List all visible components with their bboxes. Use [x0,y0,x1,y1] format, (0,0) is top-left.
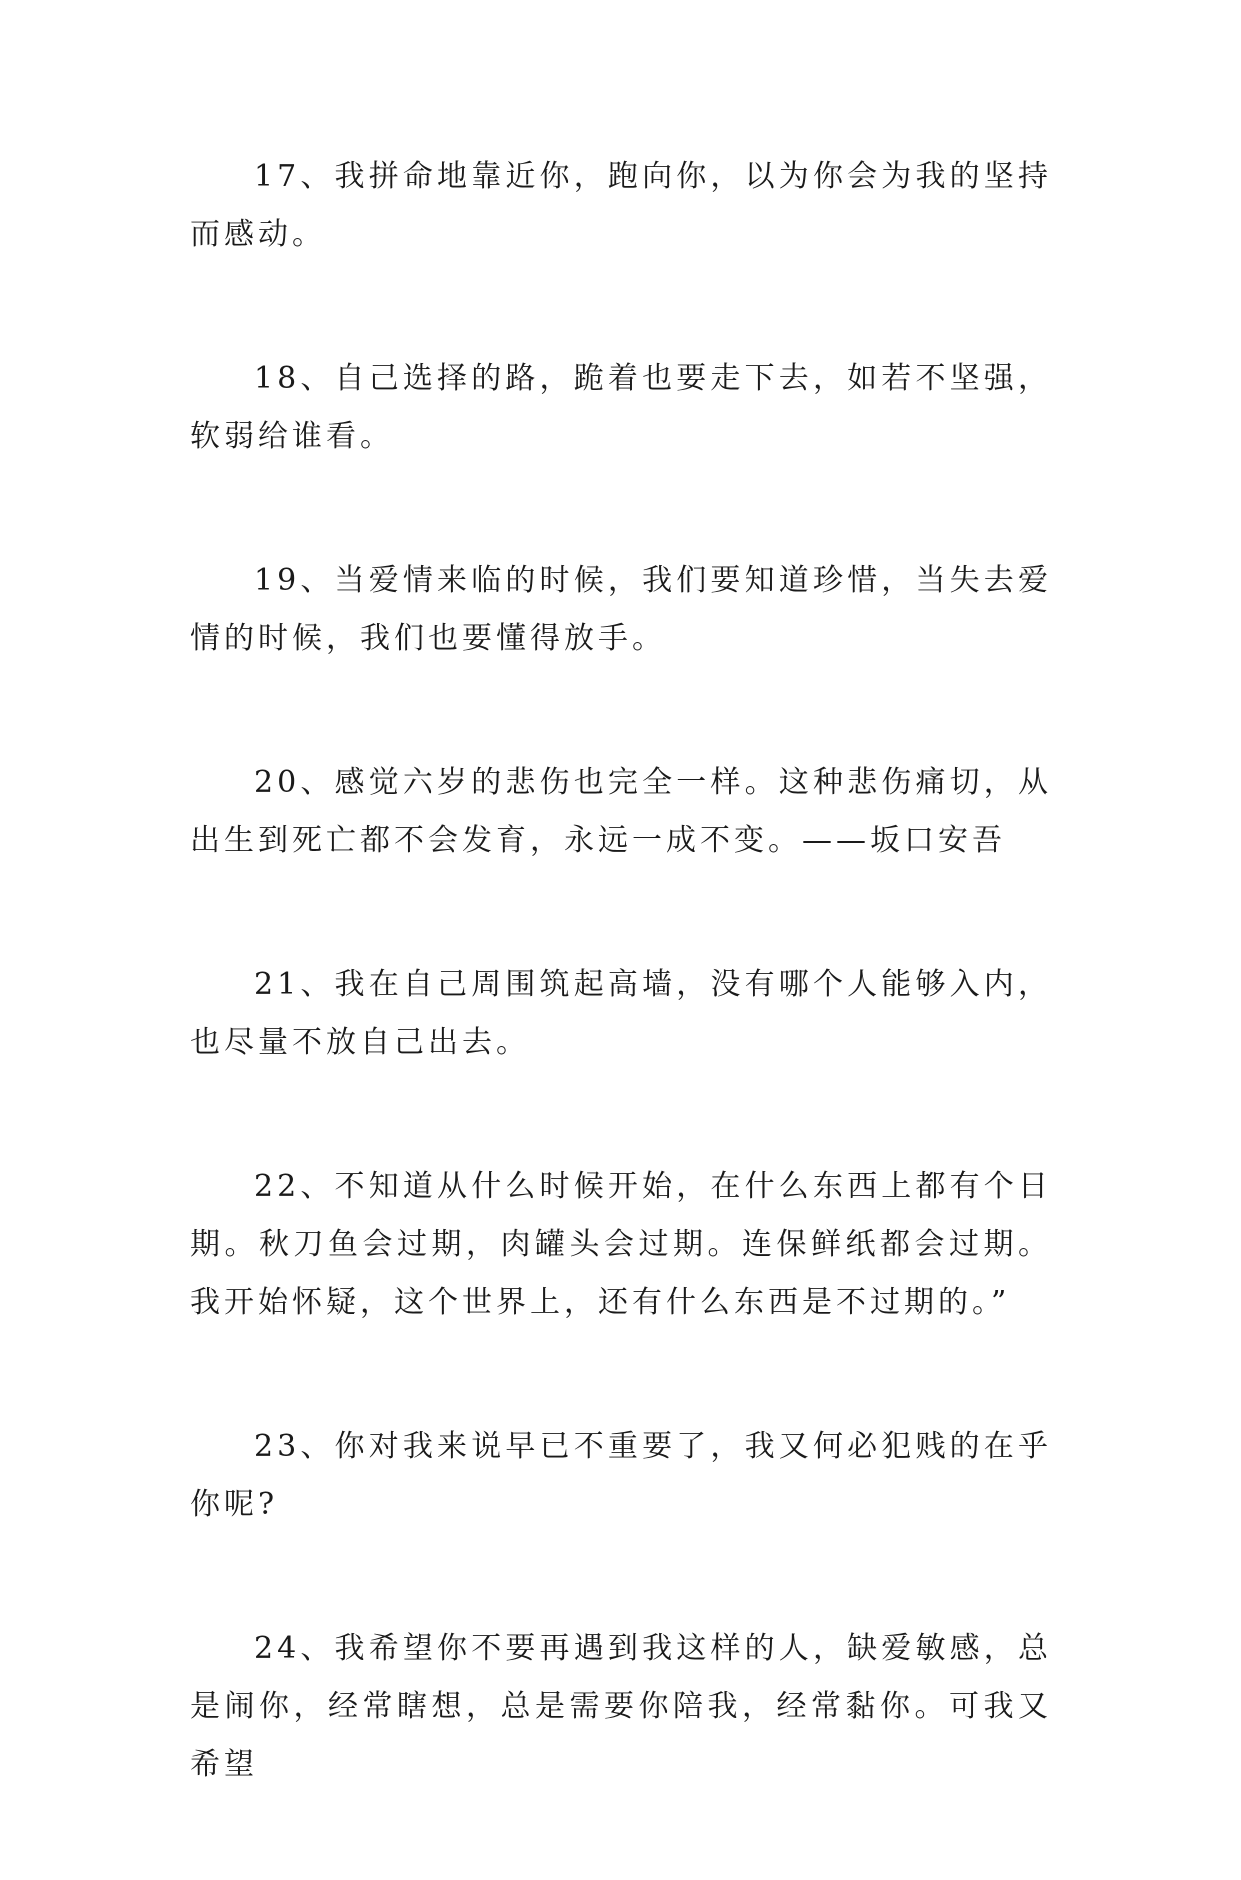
paragraph-24: 24、我希望你不要再遇到我这样的人，缺爱敏感，总是闹你，经常瞎想，总是需要你陪我，经常黏你。可我又希望 [190,1631,1052,1782]
paragraph-20: 20、感觉六岁的悲伤也完全一样。这种悲伤痛切，从出生到死亡都不会发育，永远一成不变。——坂口安吾 [190,765,1052,858]
document-body [190,148,1052,1880]
paragraph-19: 19、当爱情来临的时候，我们要知道珍惜，当失去爱情的时候，我们也要懂得放手。 [190,563,1052,656]
paragraph-18: 18、自己选择的路，跪着也要走下去，如若不坚强，软弱给谁看。 [190,361,1052,454]
paragraph-21: 21、我在自己周围筑起高墙，没有哪个人能够入内，也尽量不放自己出去。 [190,967,1052,1060]
paragraph-17: 17、我拼命地靠近你，跑向你，以为你会为我的坚持而感动。 [190,159,1052,252]
paragraph-23: 23、你对我来说早已不重要了，我又何必犯贱的在乎你呢? [190,1429,1052,1522]
paragraph-22: 22、不知道从什么时候开始，在什么东西上都有个日期。秋刀鱼会过期，肉罐头会过期。连保鲜纸都会过期。我开始怀疑，这个世界上，还有什么东西是不过期的。” [190,1169,1052,1320]
